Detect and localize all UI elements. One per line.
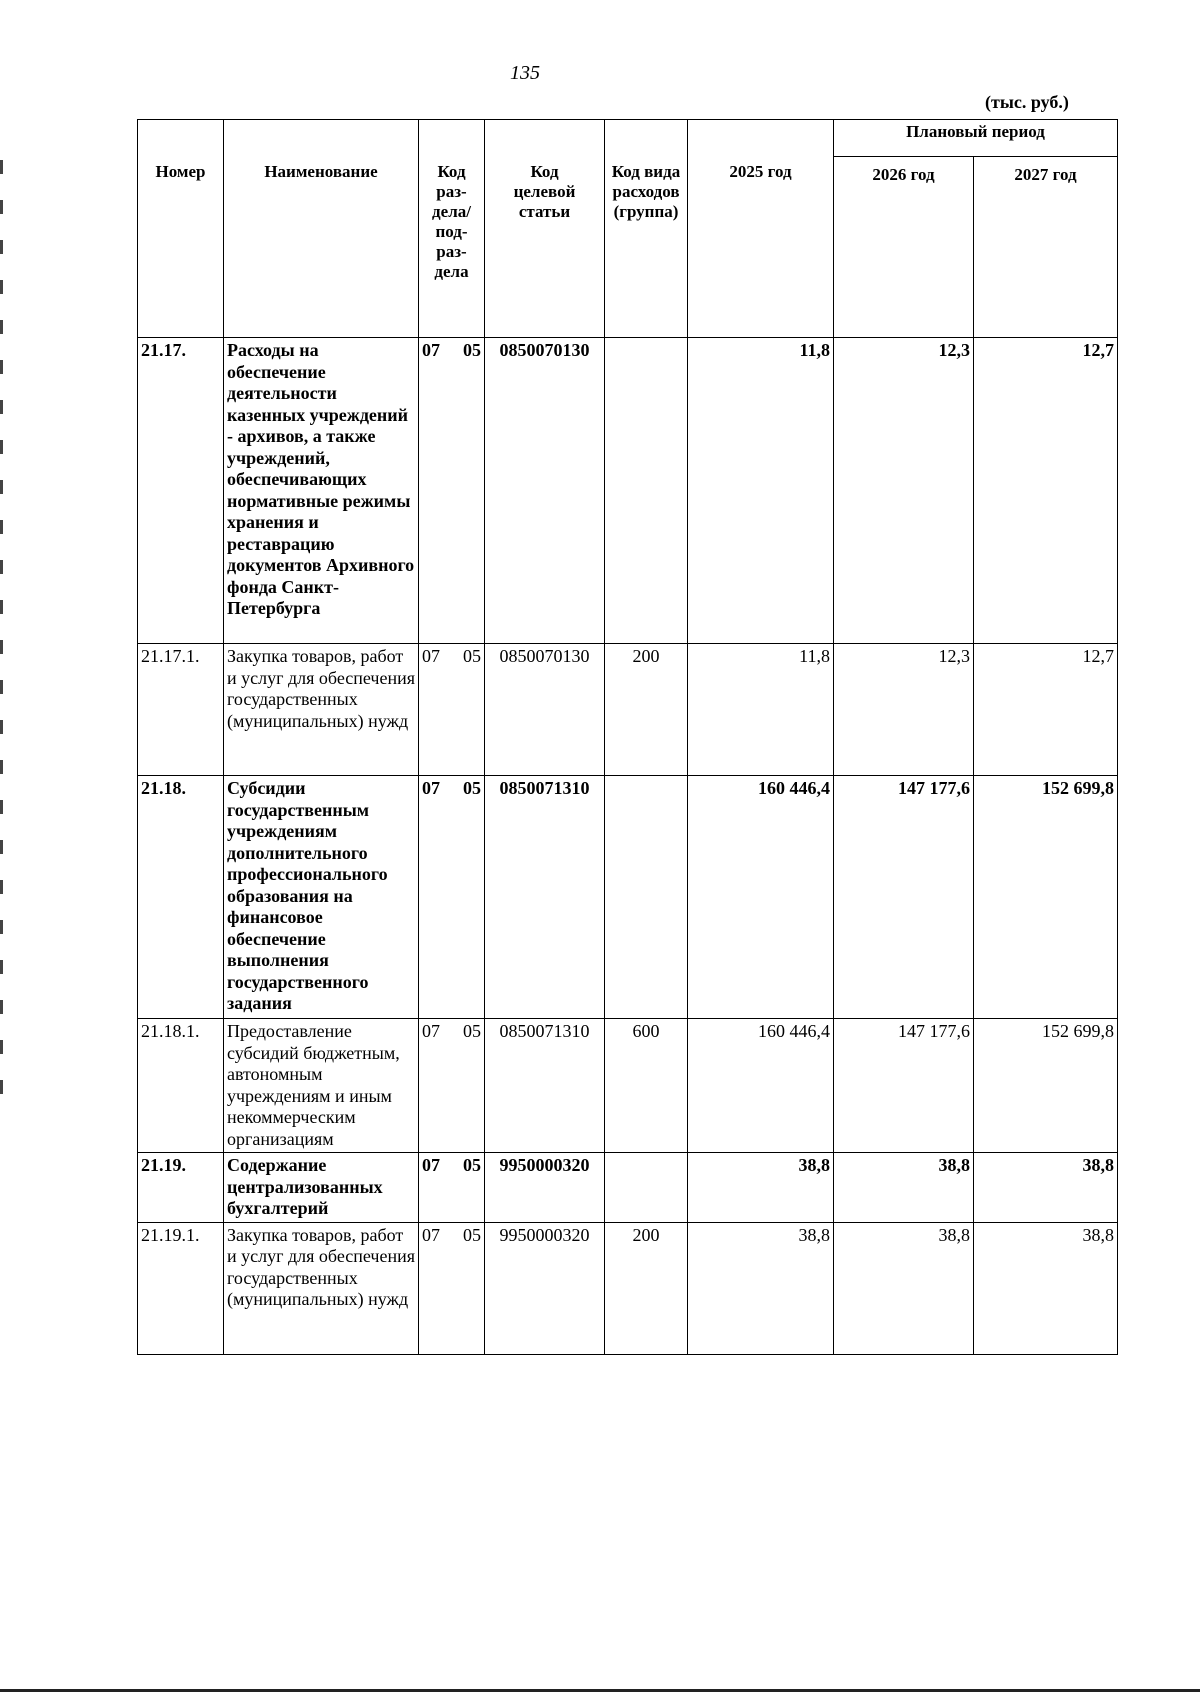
row-2027: 152 699,8 [974, 1019, 1118, 1153]
row-expense-type [605, 776, 688, 1019]
header-razdel-line: Код [437, 162, 466, 181]
row-2025: 11,8 [688, 338, 834, 644]
header-razdel-line: под- [435, 222, 468, 241]
scan-edge-marks [0, 160, 3, 1110]
table-row [138, 338, 1118, 644]
row-expense-type: 200 [605, 1222, 688, 1354]
row-name: Содержание централизованных бухгалтерий [224, 1153, 419, 1223]
header-target-line: целевой [513, 182, 576, 201]
header-razdel-line: раз- [436, 242, 467, 261]
header-target-line: статьи [518, 202, 571, 221]
podrazdel-code: 05 [463, 1021, 481, 1041]
header-expense-type-line: расходов [612, 182, 680, 201]
row-name: Субсидии государственным учреждениям дополнительного профессионального образования на финансовое обеспечение выполнения государственного задания [224, 776, 419, 1019]
header-planned-period-label: Плановый период [906, 122, 1045, 141]
header-razdel-line: дела/ [432, 202, 471, 221]
row-expense-type [605, 1153, 688, 1223]
row-2027: 152 699,8 [974, 776, 1118, 1019]
row-2026: 147 177,6 [834, 776, 974, 1019]
row-target-code: 0850070130 [485, 338, 605, 644]
header-razdel [419, 120, 485, 338]
budget-table [137, 119, 1118, 1355]
row-2025: 38,8 [688, 1222, 834, 1354]
row-name: Предоставление субсидий бюджетным, автономным учреждениям и иным некоммерческим организациям [224, 1019, 419, 1153]
page-number: 135 [510, 62, 540, 84]
row-2026: 12,3 [834, 338, 974, 644]
header-target-line: Код [530, 162, 559, 181]
row-2025: 38,8 [688, 1153, 834, 1223]
header-expense-type-line: (группа) [613, 202, 679, 221]
row-2026: 147 177,6 [834, 1019, 974, 1153]
row-razdel [419, 1019, 485, 1153]
row-number: 21.18. [138, 776, 224, 1019]
row-target-code: 0850070130 [485, 644, 605, 776]
header-2026-label: 2026 год [872, 165, 935, 184]
razdel-code: 07 [422, 778, 440, 798]
podrazdel-code: 05 [463, 646, 481, 666]
header-razdel-line: дела [434, 262, 469, 281]
row-2025: 160 446,4 [688, 776, 834, 1019]
header-expense-type [605, 120, 688, 338]
row-name: Закупка товаров, работ и услуг для обеспечения государственных (муниципальных) нужд [224, 1222, 419, 1354]
header-expense-type-line: Код вида [611, 162, 681, 181]
header-row-top [138, 120, 1118, 157]
row-number: 21.19.1. [138, 1222, 224, 1354]
razdel-code: 07 [422, 340, 440, 360]
header-2026 [834, 157, 974, 338]
row-target-code: 9950000320 [485, 1222, 605, 1354]
header-target [485, 120, 605, 338]
header-2025 [688, 120, 834, 338]
row-name: Закупка товаров, работ и услуг для обеспечения государственных (муниципальных) нужд [224, 644, 419, 776]
row-2027: 12,7 [974, 338, 1118, 644]
row-2027: 38,8 [974, 1222, 1118, 1354]
row-razdel [419, 1153, 485, 1223]
razdel-code: 07 [422, 1224, 440, 1245]
row-razdel [419, 776, 485, 1019]
row-target-code: 9950000320 [485, 1153, 605, 1223]
podrazdel-code: 05 [463, 1155, 481, 1175]
row-razdel [419, 338, 485, 644]
podrazdel-code: 05 [463, 1224, 481, 1245]
razdel-code: 07 [422, 1021, 440, 1041]
header-name-label: Наименование [264, 162, 378, 181]
row-expense-type: 600 [605, 1019, 688, 1153]
row-expense-type: 200 [605, 644, 688, 776]
header-number-label: Номер [155, 162, 206, 181]
row-2025: 11,8 [688, 644, 834, 776]
row-number: 21.19. [138, 1153, 224, 1223]
table-row [138, 1153, 1118, 1223]
table-row [138, 1019, 1118, 1153]
row-2026: 38,8 [834, 1222, 974, 1354]
header-2025-label: 2025 год [729, 162, 792, 181]
row-expense-type [605, 338, 688, 644]
table-row [138, 776, 1118, 1019]
row-name: Расходы на обеспечение деятельности казенных учреждений - архивов, а также учреждений, обеспечивающих нормативные режимы хранения и реставрацию документов Архивного фонда Санкт-Петербурга [224, 338, 419, 644]
podrazdel-code: 05 [463, 340, 481, 360]
table-row [138, 1222, 1118, 1354]
header-razdel-line: раз- [436, 182, 467, 201]
header-name [224, 120, 419, 338]
header-2027-label: 2027 год [1014, 165, 1077, 184]
row-2026: 38,8 [834, 1153, 974, 1223]
header-number [138, 120, 224, 338]
row-number: 21.17. [138, 338, 224, 644]
row-razdel [419, 644, 485, 776]
row-number: 21.17.1. [138, 644, 224, 776]
row-razdel [419, 1222, 485, 1354]
units-label: (тыс. руб.) [985, 92, 1069, 112]
podrazdel-code: 05 [463, 778, 481, 798]
table-row [138, 644, 1118, 776]
row-target-code: 0850071310 [485, 776, 605, 1019]
scan-bottom-edge [0, 1689, 1200, 1692]
row-2025: 160 446,4 [688, 1019, 834, 1153]
row-2027: 38,8 [974, 1153, 1118, 1223]
row-target-code: 0850071310 [485, 1019, 605, 1153]
row-2027: 12,7 [974, 644, 1118, 776]
razdel-code: 07 [422, 646, 440, 666]
row-number: 21.18.1. [138, 1019, 224, 1153]
header-2027 [974, 157, 1118, 338]
header-planned-period [834, 120, 1118, 157]
razdel-code: 07 [422, 1155, 440, 1175]
row-2026: 12,3 [834, 644, 974, 776]
